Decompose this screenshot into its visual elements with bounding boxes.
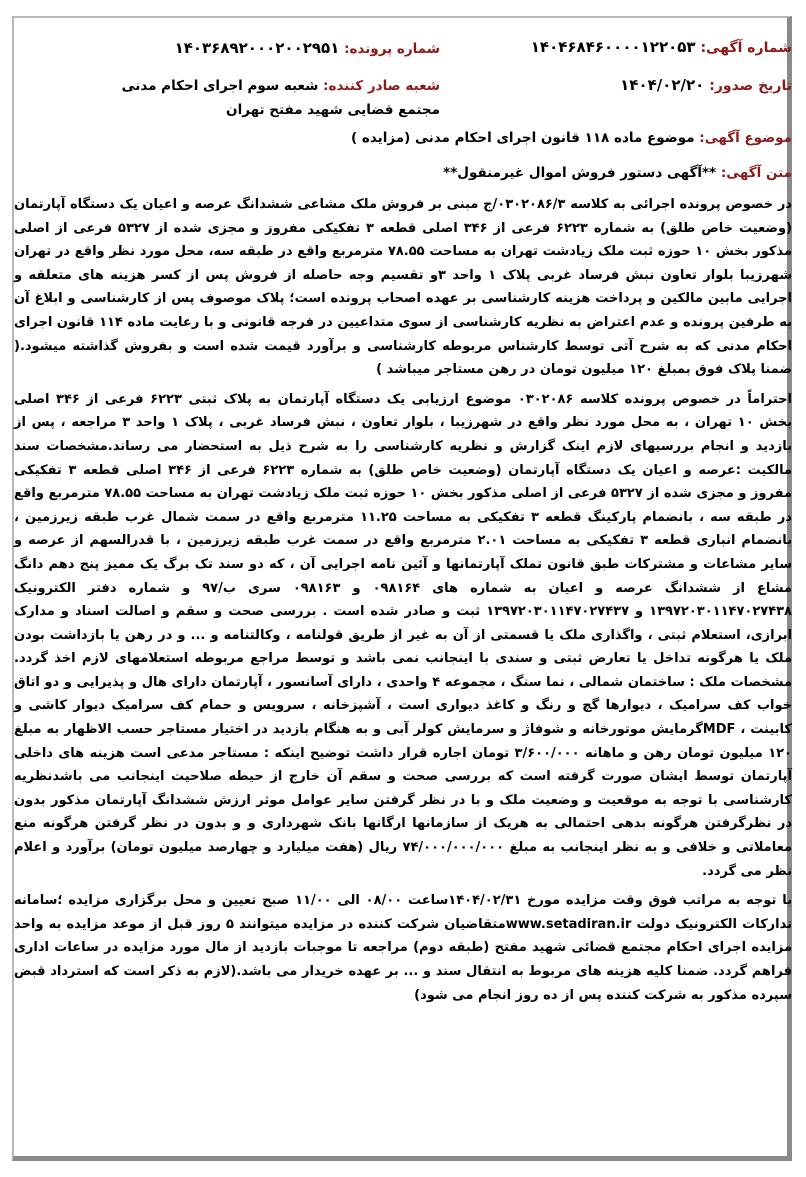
- paragraph-2: احتراماً در خصوص پرونده کلاسه ۰۳۰۲۰۸۶ موضوع ارزیابی یک دستگاه آپارتمان به پلاک ثبتی ۶۲۲۳ فرعی از ۳۴۶ اصلی بخش ۱۰ تهران ، به محل مورد نظر واقع در شهرزیبا ، بلوار تعاون ، نبش فرساد غربی ، پلاک ۱ واحد ۳ مراجعه ، پس از بازدید و انجام بررسیهای لازم اینک گزارش و نظریه کارشناسی را به شرح ذیل به استحضار می رساند.مشخصات سند مالکیت :عرصه و اعیان یک دستگاه آپارتمان (وضعیت خاص طلق) به شماره ۶۲۲۳ فرعی از ۳۴۶ اصلی قطعه ۳ تفکیکی مفروز و مجزی شده از ۵۳۲۷ فرعی از اصلی مذکور بخش ۱۰ حوزه ثبت ملک زیادشت تهران به مساحت ۷۸.۵۵ مترمربع واقع در طبقه سه ، بانضمام پارکینگ قطعه ۳ تفکیکی به مساحت ۱۱.۲۵ مترمربع واقع در سمت شمال غرب طبقه زیرزمین ، بانضمام انباری قطعه ۳ تفکیکی به مساحت ۲.۰۱ مترمربع واقع در سمت غرب طبقه زیرزمین ، با قدرالسهم از عرصه و سایر مشاعات و مشترکات طبق قانون تملک آپارتمانها و آئین نامه اجرایی آن ، که دو سند تک برگ یک ممیز پنج دهم دانگ مشاع از ششدانگ عرصه و اعیان به شماره های ۰۹۸۱۶۴ و ۰۹۸۱۶۳ سری ب/۹۷ و شماره دفتر الکترونیک ۱۳۹۷۲۰۳۰۱۱۴۷۰۲۷۴۳۸ و ۱۳۹۷۲۰۳۰۱۱۴۷۰۲۷۴۳۷ ثبت و صادر شده است . بررسی صحت و سقم و اصالت اسناد و مدارک ابرازی، استعلام ثبتی ، واگذاری ملک یا قسمتی از آن به غیر از طریق قولنامه ، وکالتنامه و ... و در رهن یا بازداشت بودن ملک یا هرگونه تداخل یا تعارض ثبتی و سندی با اینجانب نمی باشد و توسط مراجع مربوطه استعلامهای لازم اخذ گردد. مشخصات ملک : ساختمان شمالی ، نما سنگ ، مجموعه ۴ واحدی ، دارای آسانسور ، آپارتمان دارای هال و پذیرایی و دو اتاق خواب کف سرامیک ، دیوارها گچ و رنگ و کاغذ دیواری است ، آشپزخانه ، سرویس و حمام کف سرامیک دیوار کاشی و کابینت ، MDFگرمایش موتورخانه و شوفاژ و سرمایش کولر آبی و به هنگام بازدید در اختیار مستاجر حسب الاظهار به مبلغ ۱۲۰ میلیون تومان رهن و ماهانه ۳/۶۰۰/۰۰۰ تومان اجاره قرار داشت توضیح اینکه : مستاجر مدعی است هزینه های داخلی آپارتمان توسط ایشان صورت گرفته است که بررسی صحت و سقم آن خارج از حیطه صلاحیت اینجانب می باشدنظریه کارشناسی با توجه به موقعیت و وضعیت ملک و با در نظر گرفتن سایر عوامل موثر ارزش ششدانگ آپارتمان مذکور بدون در نظرگرفتن هرگونه بدهی احتمالی به هریک از سازمانها ارگانها بانک شهرداری و و بدون در نظر گرفتن هرگونه منع معاملاتی و خلافی و به نظر اینجانب به مبلغ ۷۴/۰۰۰/۰۰۰/۰۰۰ ریال (هفت میلیارد و چهارصد میلیون تومان) برآورد و اعلام نظر می گردد.: [14, 391, 793, 879]
- issuer: [85, 74, 440, 122]
- subject: [14, 130, 792, 146]
- ad-number: [531, 38, 792, 56]
- issue-date-label: تاریخ صدور:: [709, 78, 792, 94]
- ad-body: [14, 193, 792, 1013]
- ad-number-label: شماره آگهی:: [700, 40, 792, 56]
- issue-date: [620, 76, 792, 94]
- case-number: [85, 36, 440, 61]
- paragraph-3: با توجه به مراتب فوق وقت مزایده مورخ ۱۴۰۴/۰۲/۳۱ساعت ۰۸/۰۰ الی ۱۱/۰۰ صبح تعیین و محل برگزاری مزایده ؛سامانه تدارکات الکترونیک دولت www.setadiran.irمتقاضیان شرکت کننده در مزایده میتوانند ۵ روز قبل از موعد مزایده به واحد مزایده اجرای احکام مجتمع قضائی شهید مفتح (طبقه دوم) مراجعه تا موجبات بازدید از مال مورد مزایده در ساعات اداری فراهم گردد. ضمنا کلیه هزینه های مربوط به انتقال سند و ... بر عهده خریدار می باشد.(لازم به ذکر است که استرداد قبض سپرده مذکور به شرکت کننده پس از ده روز انجام می شود): [14, 893, 792, 1003]
- issue-date-value: ۱۴۰۴/۰۲/۲۰: [620, 76, 705, 94]
- paragraph-1: در خصوص پرونده اجرائی به کلاسه ۰۳۰۲۰۸۶/۳/ج مبنی بر فروش ملک مشاعی ششدانگ عرصه و اعیان یک دستگاه آپارتمان (وضعیت خاص طلق) به شماره ۶۲۲۳ فرعی از ۳۴۶ اصلی قطعه ۳ تفکیکی مفروز و مجزی شده از ۵۳۲۷ فرعی از اصلی مذکور بخش ۱۰ حوزه ثبت ملک زیادشت تهران به مساحت ۷۸.۵۵ مترمربع واقع در طبقه سه، محل مورد نظر واقع در تهران شهرزیبا بلوار تعاون نبش فرساد غربی پلاک ۱ واحد ۳و تقسیم وجه حاصله از فروش پس از کسر هزینه های متعلقه و اجرایی مابین مالکین و پرداخت هزینه کارشناسی بر عهده اصحاب پرونده است؛ پلاک موصوف پس از کارشناسی و ابلاغ آن به طرفین پرونده و عدم اعتراض به نظریه کارشناسی از سوی متداعیین در فرجه قانونی و با رعایت ماده ۱۱۴ قانون اجرای احکام مدنی که به شرح آتی توسط کارشناس مربوطه کارشناسی و برآورد قیمت شده است و بفروش گذاشته میشود.( ضمنا پلاک فوق بمبلغ ۱۲۰ میلیون تومان در رهن مستاجر میباشد ): [14, 197, 792, 378]
- issuer-label: شعبه صادر کننده:: [323, 78, 440, 94]
- ad-number-value: ۱۴۰۴۶۸۴۶۰۰۰۰۱۲۲۰۵۳: [530, 38, 696, 56]
- case-number-value: ۱۴۰۳۶۸۹۲۰۰۰۲۰۰۲۹۵۱: [174, 39, 340, 57]
- issuer-value: شعبه سوم اجرای احکام مدنی مجتمع قضایی شهید مفتح تهران: [121, 78, 440, 118]
- subject-label: موضوع آگهی:: [699, 130, 792, 146]
- case-number-label: شماره پرونده:: [344, 41, 440, 57]
- subject-value: موضوع ماده ۱۱۸ قانون اجرای احکام مدنی (مزایده ): [351, 130, 695, 146]
- text-title: [14, 165, 792, 181]
- text-title-value: **آگهی دستور فروش اموال غیرمنقول**: [443, 165, 717, 181]
- text-title-label: متن آگهی:: [720, 165, 792, 181]
